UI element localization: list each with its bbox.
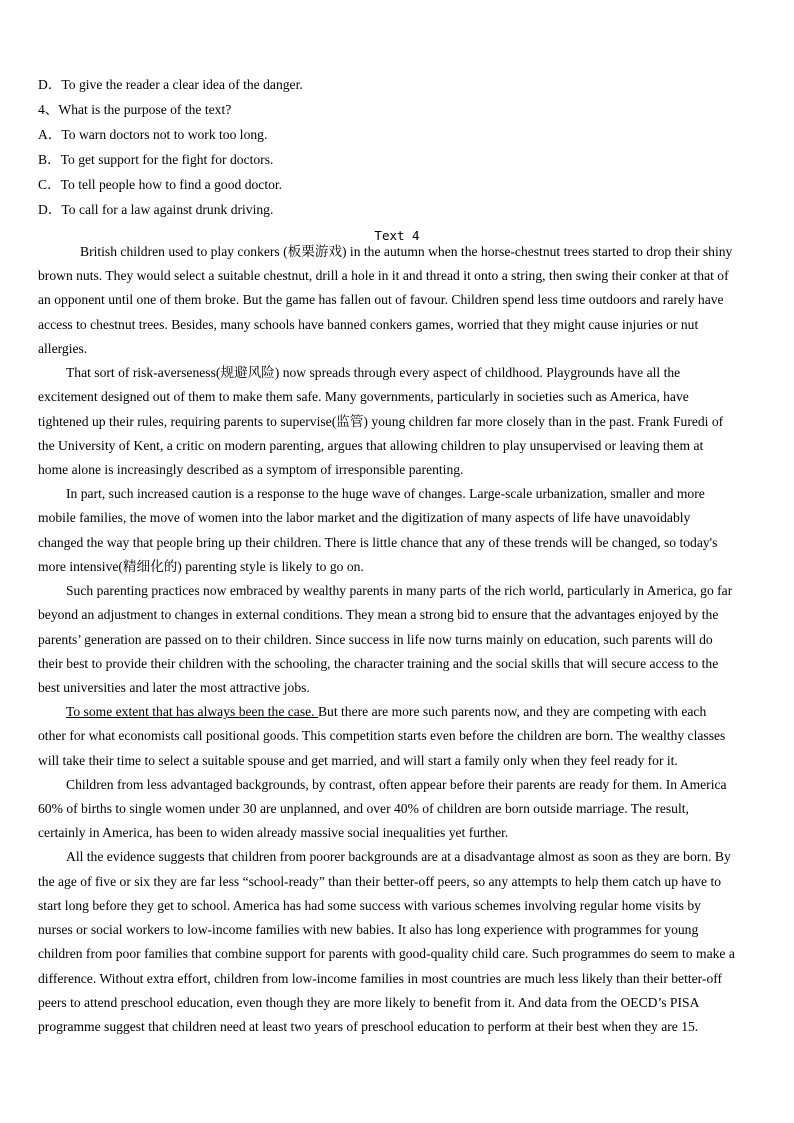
passage-body bbox=[38, 243, 763, 1042]
paragraph-line: 60% of births to single women under 30 are unplanned, and over 40% of children are born outside marriage. The result, bbox=[38, 801, 689, 817]
paragraph-line: best universities and later the most attractive jobs. bbox=[38, 679, 310, 695]
paragraph-line: their best to provide their children with the schooling, the character training and the social skills that will secure access to the bbox=[38, 655, 719, 671]
paragraph-line: other for what economists call positional goods. This competition starts even before the children are born. The wealthy classes bbox=[38, 728, 726, 744]
underlined-sentence: To some extent that has always been the case. bbox=[66, 704, 318, 720]
paragraph bbox=[38, 776, 763, 849]
paragraph-line: allergies. bbox=[38, 340, 88, 356]
question-line: D．To call for a law against drunk driving. bbox=[38, 202, 274, 217]
paragraph-line: beyond an adjustment to changes in external conditions. They mean a strong bid to ensure that the advantages enjoyed by the bbox=[38, 607, 719, 623]
paragraph-line: Children from less advantaged backgrounds, by contrast, often appear before their parents are ready for them. In America bbox=[66, 776, 727, 792]
paragraph-line: In part, such increased caution is a response to the huge wave of changes. Large-scale urbanization, smaller and more bbox=[66, 486, 705, 502]
question-line: B．To get support for the fight for doctors. bbox=[38, 152, 274, 167]
paragraph bbox=[38, 485, 763, 582]
line-text: But there are more such parents now, and they are competing with each bbox=[317, 704, 707, 720]
paragraph-line: more intensive(精细化的) parenting style is likely to go on. bbox=[38, 558, 364, 574]
paragraph bbox=[38, 703, 763, 776]
paragraph bbox=[38, 243, 763, 364]
paragraph-line: certainly in America, has been to widen already massive social inequalities yet further. bbox=[38, 825, 509, 841]
paragraph-line: brown nuts. They would select a suitable chestnut, drill a hole in it and thread it onto a string, then swing their conker at that of bbox=[38, 268, 729, 284]
paragraph bbox=[38, 848, 763, 1042]
paragraph-line: All the evidence suggests that children from poorer backgrounds are at a disadvantage almost as soon as they are born. By bbox=[66, 849, 731, 865]
paragraph-line: excitement designed out of them to make them safe. Many governments, particularly in societies such as America, have bbox=[38, 389, 689, 405]
paragraph-line: difference. Without extra effort, children from low-income families in most countries are much less likely than their better-off bbox=[38, 970, 723, 986]
question-line: C．To tell people how to find a good doctor. bbox=[38, 177, 283, 192]
question-line: A．To warn doctors not to work too long. bbox=[38, 127, 268, 142]
paragraph-line: British children used to play conkers (板栗游戏) in the autumn when the horse-chestnut trees started to drop their shiny bbox=[80, 244, 733, 259]
paragraph-line: Such parenting practices now embraced by wealthy parents in many parts of the rich world, particularly in America, go far bbox=[66, 583, 733, 599]
paragraph-line: parents’ generation are passed on to their children. Since success in life now turns mainly on education, such parents will do bbox=[38, 631, 713, 647]
paragraph-line: programme suggest that children need at least two years of preschool education to perform at their best when they are 15. bbox=[38, 1019, 699, 1034]
paragraph-line: will take their time to select a suitable spouse and get married, and will start a family only when they feel ready for it. bbox=[38, 752, 678, 768]
paragraph-line: the age of five or six they are far less “school-ready” than their better-off peers, so any attempts to help them catch up have to bbox=[38, 873, 722, 889]
paragraph bbox=[38, 364, 763, 485]
paragraph-line: access to chestnut trees. Besides, many schools have banned conkers games, worried that they might cause injuries or nut bbox=[38, 316, 699, 332]
paragraph bbox=[38, 582, 763, 703]
paragraph-line: tightened up their rules, requiring parents to supervise(监管) young children far more closely than in the past. Frank Furedi of bbox=[38, 413, 724, 429]
paragraph-line: an opponent until one of them broke. But the game has fallen out of favour. Children spend less time outdoors and rarely have bbox=[38, 292, 724, 308]
paragraph-line: children from poor families that combine support for parents with good-quality child care. Such programmes do seem to make a bbox=[38, 946, 735, 962]
paragraph-line: start long before they get to school. America has had some success with various schemes involving regular home visits by bbox=[38, 897, 701, 913]
paragraph-line: That sort of risk-averseness(规避风险) now spreads through every aspect of childhood. Playgrounds have all the bbox=[66, 365, 681, 381]
paragraph-line bbox=[38, 703, 763, 727]
question-line: D．To give the reader a clear idea of the danger. bbox=[38, 77, 303, 92]
paragraph-line: mobile families, the move of women into the labor market and the digitization of many aspects of life have unavoidably bbox=[38, 510, 691, 526]
question-line: 4、What is the purpose of the text? bbox=[38, 102, 232, 117]
paragraph-line: the University of Kent, a critic on modern parenting, argues that allowing children to play unsupervised or leaving them at bbox=[38, 437, 704, 453]
paragraph-line: changed the way that people bring up their children. There is little chance that any of these trends will be changed, so today's bbox=[38, 534, 718, 550]
section-title: Text 4 bbox=[374, 228, 420, 243]
paragraph-line: peers to attend preschool education, even though they are more likely to benefit from it. And data from the OECD’s PISA bbox=[38, 994, 700, 1010]
paragraph-line: nurses or social workers to low-income families with new babies. It also has long experience with programmes for young bbox=[38, 922, 699, 938]
paragraph-line: home alone is increasingly described as a symptom of irresponsible parenting. bbox=[38, 461, 464, 477]
